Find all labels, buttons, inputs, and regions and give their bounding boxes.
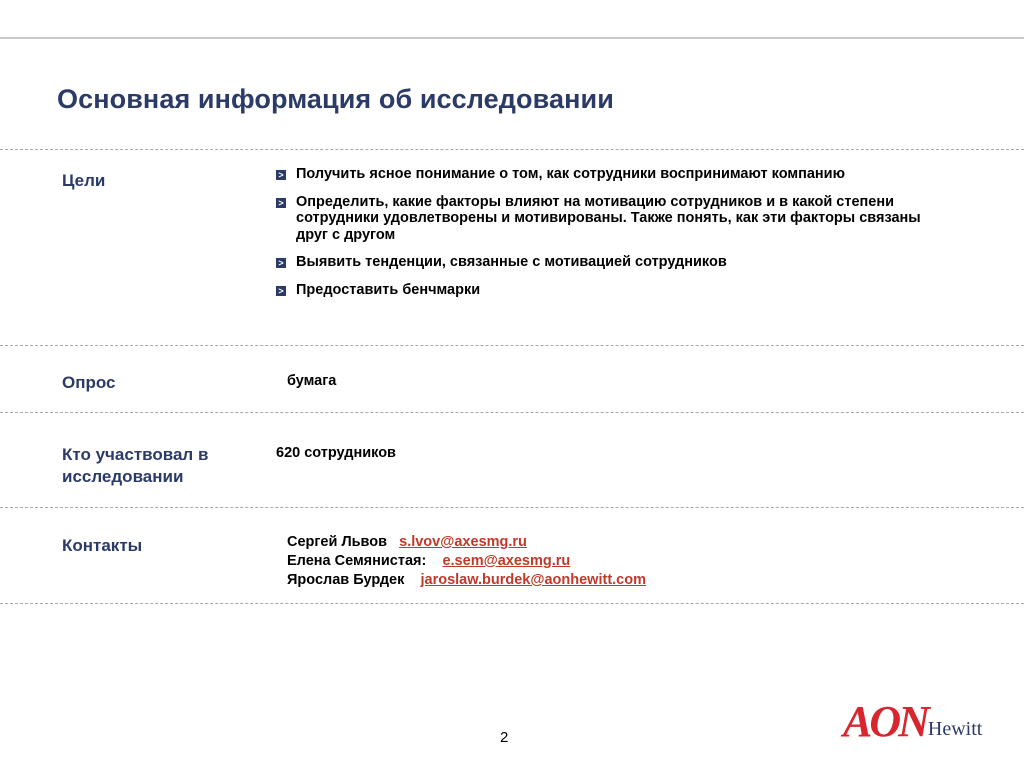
page-number: 2 [500,729,509,746]
contact-row [287,533,646,552]
goal-text: Выявить тенденции, связанные с мотивацией сотрудников [296,254,727,270]
goal-item [276,282,956,299]
goal-text: Получить ясное понимание о том, как сотрудники воспринимают компанию [296,166,845,182]
contact-name: Елена Семянистая: [287,553,427,569]
goal-item [276,194,956,244]
contact-name: Сергей Львов [287,534,388,550]
logo-hewitt-text: Hewitt [927,718,983,740]
participants-value: 620 сотрудников [276,445,396,461]
contact-name: Ярослав Бурдек [287,572,405,588]
survey-value: бумага [287,373,337,389]
contacts-label: Контакты [62,536,143,555]
contact-email-link[interactable]: s.lvov@axesmg.ru [399,534,527,550]
goal-text: Предоставить бенчмарки [296,281,481,298]
contact-row [287,571,646,590]
section-divider [0,149,1024,150]
goal-item [276,254,956,271]
aon-hewitt-logo [843,697,983,746]
contact-email-link[interactable]: e.sem@axesmg.ru [442,553,571,569]
logo-aon-text: AON [843,697,927,746]
section-divider [0,345,1024,346]
contact-row [287,552,646,571]
goals-label: Цели [62,171,106,190]
bullet-arrow-icon: > [276,198,286,208]
participants-label: Кто участвовал в исследовании [62,445,209,486]
bullet-arrow-icon: > [276,170,286,180]
goal-item [276,166,956,183]
contacts-list [287,533,646,590]
section-divider [0,507,1024,508]
page-title: Основная информация об исследовании [57,84,614,114]
contact-email-link[interactable]: jaroslaw.burdek@aonhewitt.com [420,572,646,588]
survey-label: Опрос [62,373,116,392]
section-divider [0,412,1024,413]
goal-text: Определить, какие факторы влияют на мотивацию сотрудников и в какой степени сотрудники удовлетворены и мотивированы. Также понять, как эти факторы связаны друг с другом [296,193,921,243]
goals-bullet-list [276,166,956,309]
bullet-arrow-icon: > [276,286,286,296]
bullet-arrow-icon: > [276,258,286,268]
section-divider [0,603,1024,604]
top-rule [0,37,1024,39]
